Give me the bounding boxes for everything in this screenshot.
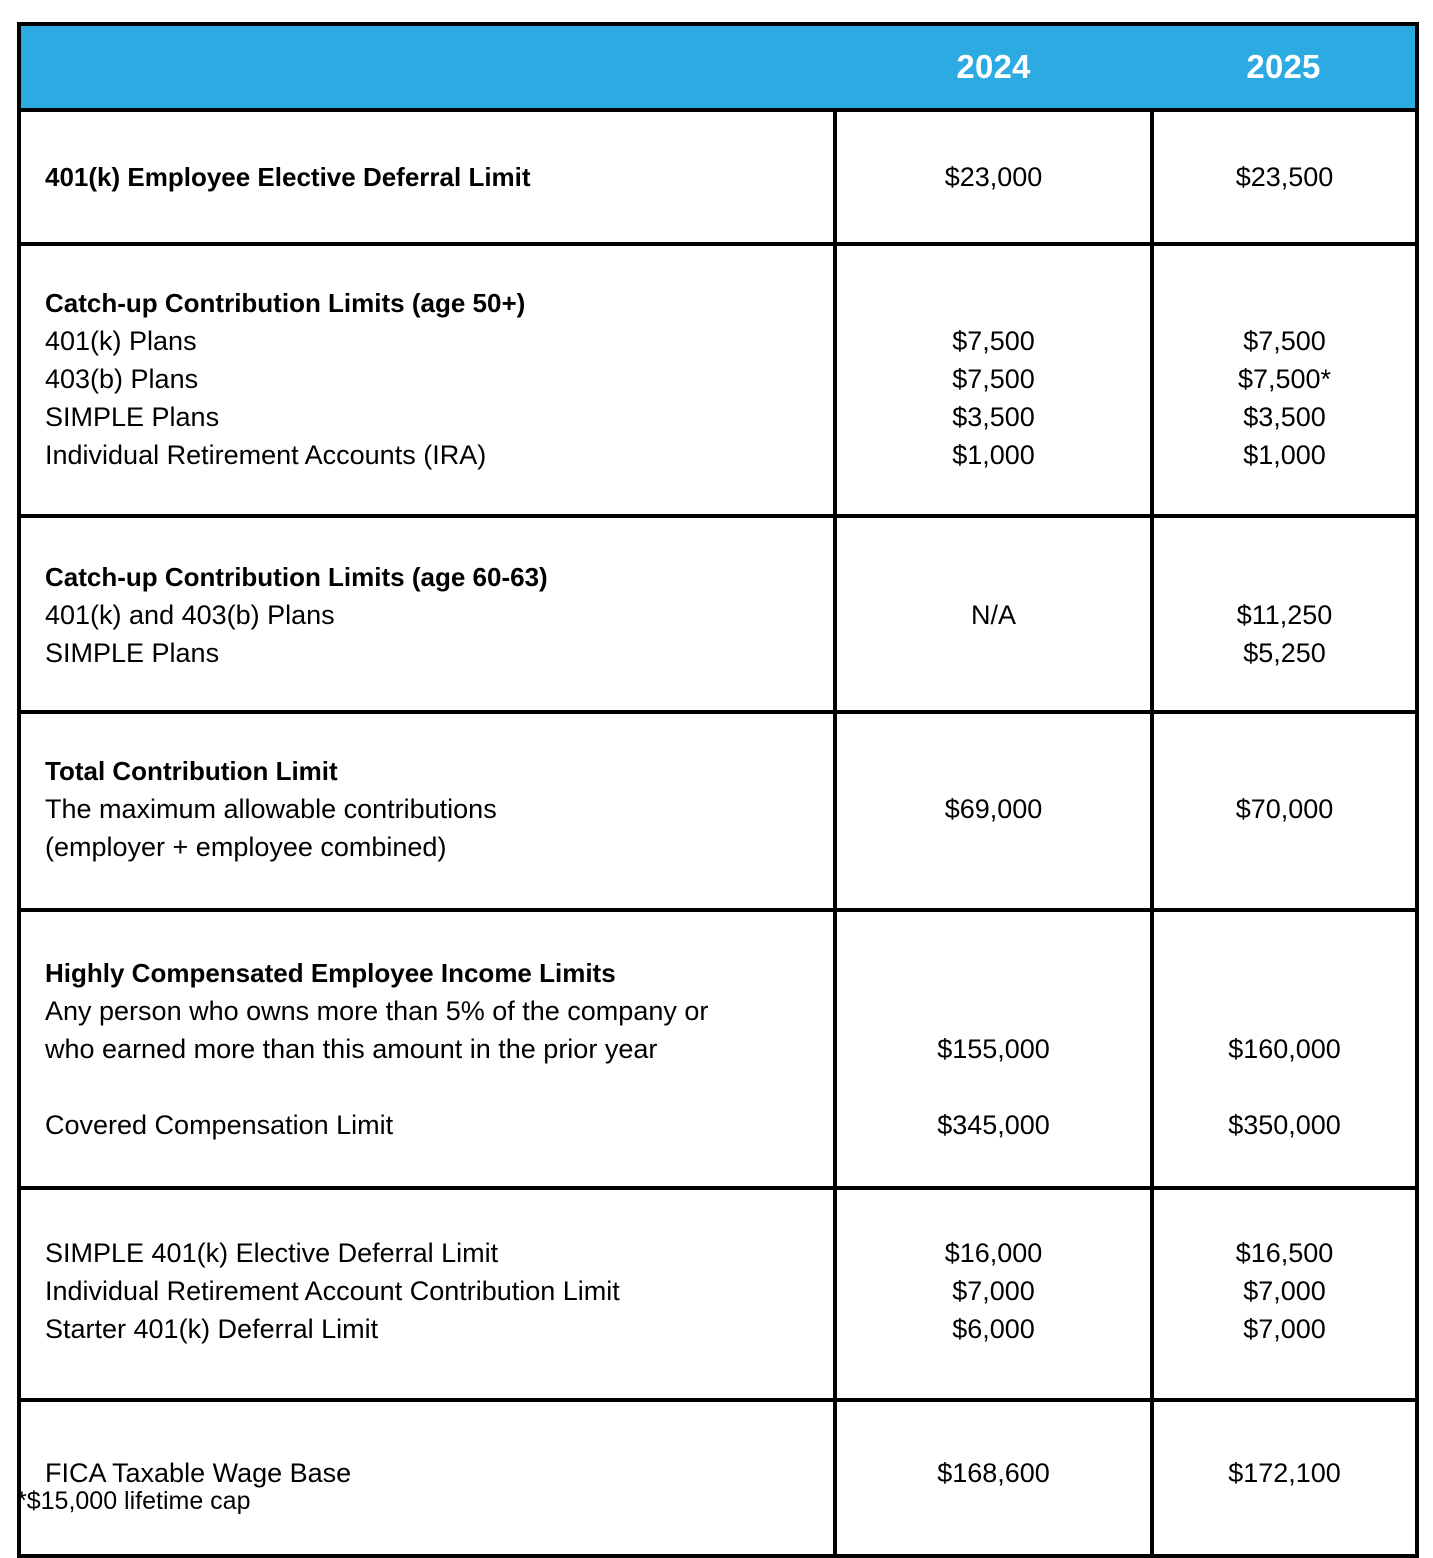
row-label-cell <box>19 516 835 712</box>
value-text: $172,100 <box>1228 1458 1341 1488</box>
row-label-cell <box>19 244 835 516</box>
row-value-cell-2025 <box>1152 110 1417 244</box>
table-row <box>19 110 1417 244</box>
row-title-text: Total Contribution Limit <box>45 756 338 786</box>
value-text: $3,500 <box>1243 402 1326 432</box>
value-text: N/A <box>970 600 1016 630</box>
row-value-cell-2024 <box>835 1188 1152 1400</box>
row-detail-text: Covered Compensation Limit <box>45 1110 394 1140</box>
row-detail-text: who earned more than this amount in the prior year <box>45 1034 658 1064</box>
row-detail-text: FICA Taxable Wage Base <box>45 1458 352 1488</box>
value-text: $1,000 <box>952 440 1035 470</box>
table-row <box>19 1188 1417 1400</box>
table-row <box>19 244 1417 516</box>
table-row <box>19 712 1417 910</box>
value-text: $23,000 <box>944 162 1043 192</box>
row-value-cell-2024 <box>835 516 1152 712</box>
row-value-cell-2024 <box>835 1400 1152 1556</box>
value-text: $70,000 <box>1235 794 1334 824</box>
row-detail-text: 403(b) Plans <box>45 364 199 394</box>
row-title-text: Catch-up Contribution Limits (age 50+) <box>45 288 526 318</box>
value-text: $350,000 <box>1228 1110 1341 1140</box>
value-text: $3,500 <box>952 402 1035 432</box>
row-value-cell-2024 <box>835 910 1152 1188</box>
row-value-cell-2025 <box>1152 1400 1417 1556</box>
table-row <box>19 1400 1417 1556</box>
row-value-cell-2025 <box>1152 910 1417 1188</box>
row-detail-text: 401(k) Plans <box>45 326 197 356</box>
row-detail-text: The maximum allowable contributions <box>45 794 497 824</box>
value-text: $1,000 <box>1243 440 1326 470</box>
row-detail-text: Any person who owns more than 5% of the company or <box>45 996 709 1026</box>
value-text: $16,500 <box>1235 1238 1334 1268</box>
row-value-cell-2025 <box>1152 516 1417 712</box>
row-detail-text: 401(k) and 403(b) Plans <box>45 600 335 630</box>
header-cell-2025: 2025 <box>1152 24 1417 110</box>
row-detail-text: SIMPLE Plans <box>45 638 220 668</box>
value-text: $345,000 <box>937 1110 1050 1140</box>
row-label-cell <box>19 1188 835 1400</box>
row-detail-text: (employer + employee combined) <box>45 832 447 862</box>
row-label-cell <box>19 712 835 910</box>
value-text: $69,000 <box>944 794 1043 824</box>
table-row <box>19 516 1417 712</box>
row-title-text: Highly Compensated Employee Income Limits <box>45 958 616 988</box>
row-value-cell-2025 <box>1152 712 1417 910</box>
value-text: $7,000 <box>1243 1314 1326 1344</box>
row-value-cell-2024 <box>835 110 1152 244</box>
row-label-cell <box>19 1400 835 1556</box>
value-text: $23,500 <box>1235 162 1334 192</box>
table-footnote: *$15,000 lifetime cap <box>17 1487 251 1515</box>
retirement-contribution-limits-table <box>17 22 1419 1558</box>
value-text: $16,000 <box>944 1238 1043 1268</box>
table-row <box>19 910 1417 1188</box>
row-title-text: Catch-up Contribution Limits (age 60-63) <box>45 562 548 592</box>
row-value-cell-2024 <box>835 244 1152 516</box>
value-text: $5,250 <box>1243 638 1326 668</box>
value-text: $7,000 <box>952 1276 1035 1306</box>
header-cell-label <box>19 24 835 110</box>
value-text: $7,500* <box>1237 364 1332 394</box>
value-text: $160,000 <box>1228 1034 1341 1064</box>
value-text: $7,500 <box>1243 326 1326 356</box>
row-detail-text: SIMPLE 401(k) Elective Deferral Limit <box>45 1238 499 1268</box>
row-label-cell <box>19 110 835 244</box>
table-header <box>19 24 1417 110</box>
value-text: $155,000 <box>937 1034 1050 1064</box>
header-cell-2024: 2024 <box>835 24 1152 110</box>
row-value-cell-2024 <box>835 712 1152 910</box>
header-row <box>19 24 1417 110</box>
value-text: $11,250 <box>1236 600 1333 630</box>
row-detail-text: Individual Retirement Accounts (IRA) <box>45 440 487 470</box>
retirement-contribution-limits-table-container <box>17 22 1415 1558</box>
row-label-cell <box>19 910 835 1188</box>
row-detail-text: Starter 401(k) Deferral Limit <box>45 1314 379 1344</box>
row-detail-text: Individual Retirement Account Contribution Limit <box>45 1276 620 1306</box>
value-text: $168,600 <box>937 1458 1050 1488</box>
value-text: $6,000 <box>952 1314 1035 1344</box>
value-text: $7,500 <box>952 326 1035 356</box>
value-text: $7,500 <box>952 364 1035 394</box>
table-body <box>19 110 1417 1556</box>
row-title-text: 401(k) Employee Elective Deferral Limit <box>45 162 531 192</box>
row-detail-text: SIMPLE Plans <box>45 402 220 432</box>
row-value-cell-2025 <box>1152 1188 1417 1400</box>
row-value-cell-2025 <box>1152 244 1417 516</box>
value-text: $7,000 <box>1243 1276 1326 1306</box>
